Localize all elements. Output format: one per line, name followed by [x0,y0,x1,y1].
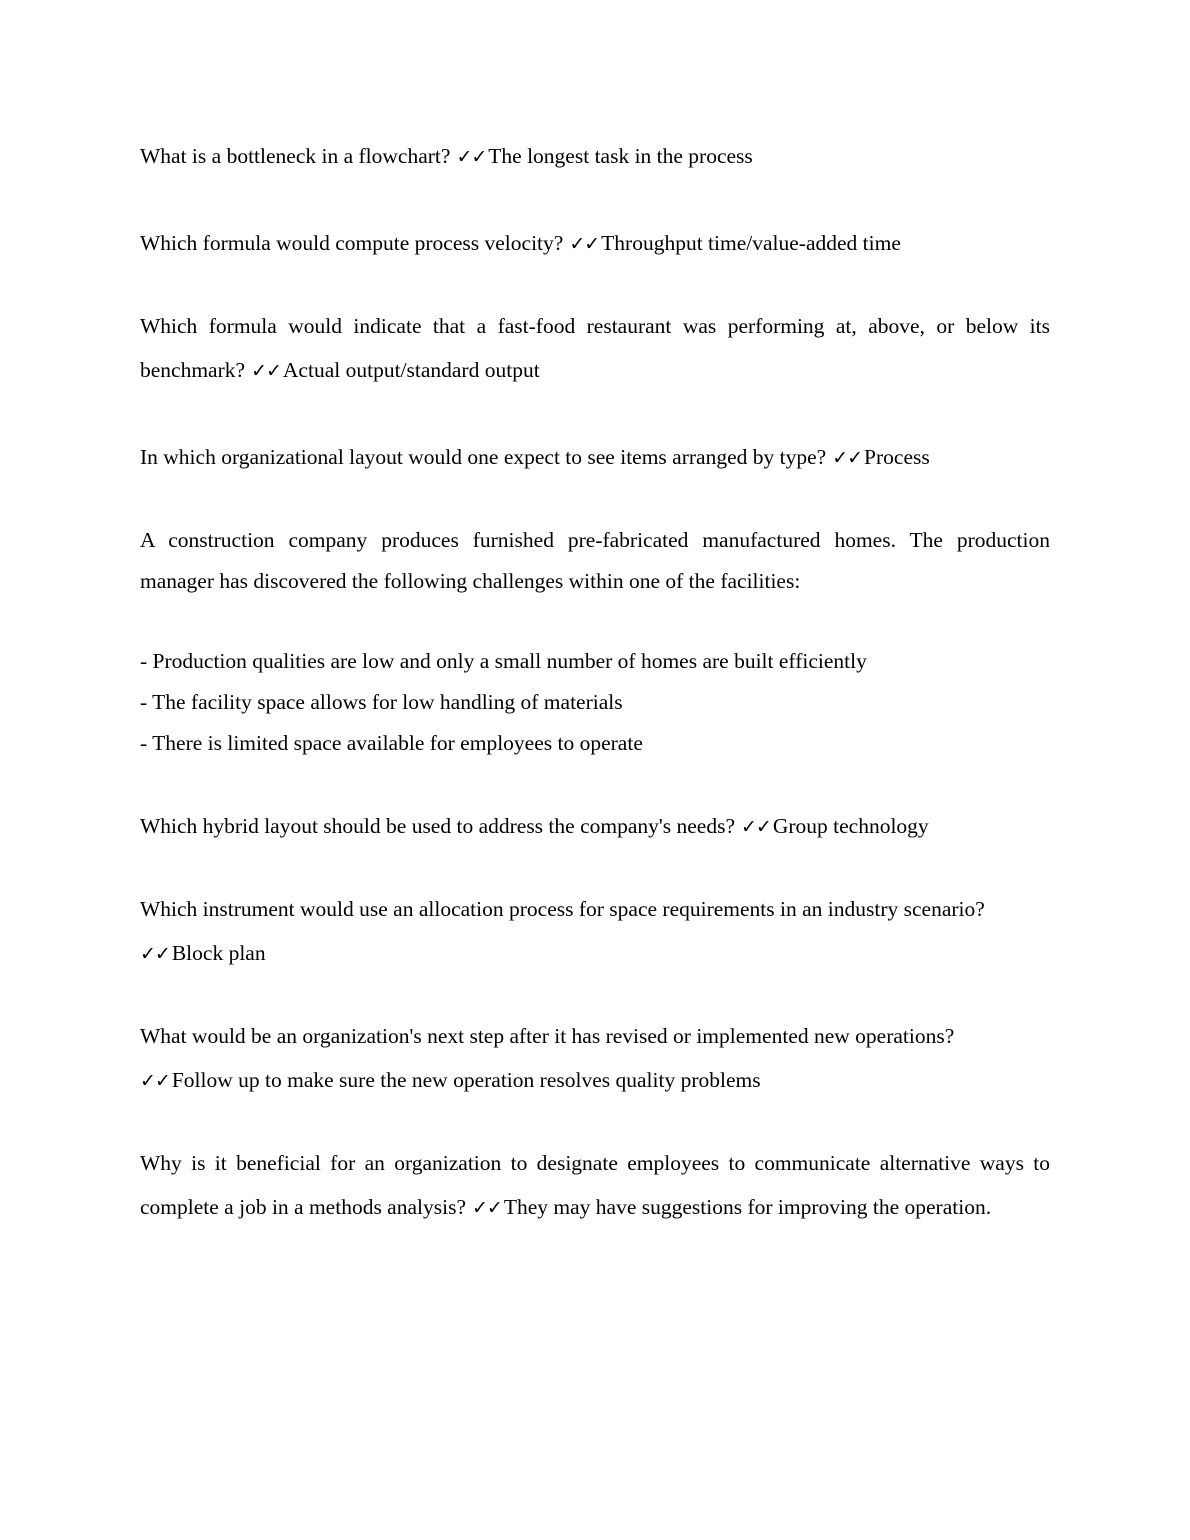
scenario-bullet-list [140,641,1050,764]
answer-text: Actual output/standard output [282,358,540,382]
scenario-intro-text: A construction company produces furnished pre-fabricated manufactured homes. The production manager has discovered the following challenges within one of the facilities: [140,528,1050,593]
question-text: Why is it beneficial for an organization to designate employees to communicate alternative ways to complete a job in a methods analysis? [140,1151,1050,1219]
scenario-bullet: - The facility space allows for low handling of materials [140,690,623,714]
qa-item-process-velocity [140,221,1050,266]
qa-item-hybrid-layout [140,804,1050,849]
scenario-bullet: - There is limited space available for employees to operate [140,731,643,755]
double-check-icon: ✓✓ [741,816,771,838]
double-check-icon: ✓✓ [832,447,863,469]
double-check-icon: ✓✓ [251,360,281,382]
scenario-intro [140,520,1050,602]
qa-item-layout-by-type [140,435,1050,480]
double-check-icon: ✓✓ [140,943,170,965]
qa-item-block-plan [140,887,1050,976]
double-check-icon: ✓✓ [140,1070,170,1092]
answer-text: Throughput time/value-added time [601,231,901,255]
qa-item-methods-analysis [140,1141,1050,1230]
question-text: Which formula would compute process velocity? [140,231,564,255]
answer-text: They may have suggestions for improving the operation. [503,1195,992,1219]
question-text: Which formula would indicate that a fast-food restaurant was performing at, above, or below its benchmark? [140,314,1050,382]
answer-text: The longest task in the process [488,144,753,168]
qa-item-benchmark [140,304,1050,393]
double-check-icon: ✓✓ [456,146,487,168]
question-text: What is a bottleneck in a flowchart? [140,144,451,168]
double-check-icon: ✓✓ [569,233,600,255]
qa-item-next-step [140,1014,1050,1103]
question-text: What would be an organization's next step after it has revised or implemented new operations? [140,1024,955,1048]
scenario-bullet: - Production qualities are low and only a small number of homes are built efficiently [140,649,867,673]
answer-text: Process [864,445,930,469]
answer-text: Group technology [772,814,929,838]
double-check-icon: ✓✓ [472,1197,502,1219]
question-text: In which organizational layout would one expect to see items arranged by type? [140,445,827,469]
answer-text: Follow up to make sure the new operation resolves quality problems [171,1068,761,1092]
question-text: Which hybrid layout should be used to address the company's needs? [140,814,735,838]
answer-text: Block plan [171,941,266,965]
question-text: Which instrument would use an allocation process for space requirements in an industry scenario? [140,897,985,921]
qa-item-bottleneck [140,134,1050,179]
